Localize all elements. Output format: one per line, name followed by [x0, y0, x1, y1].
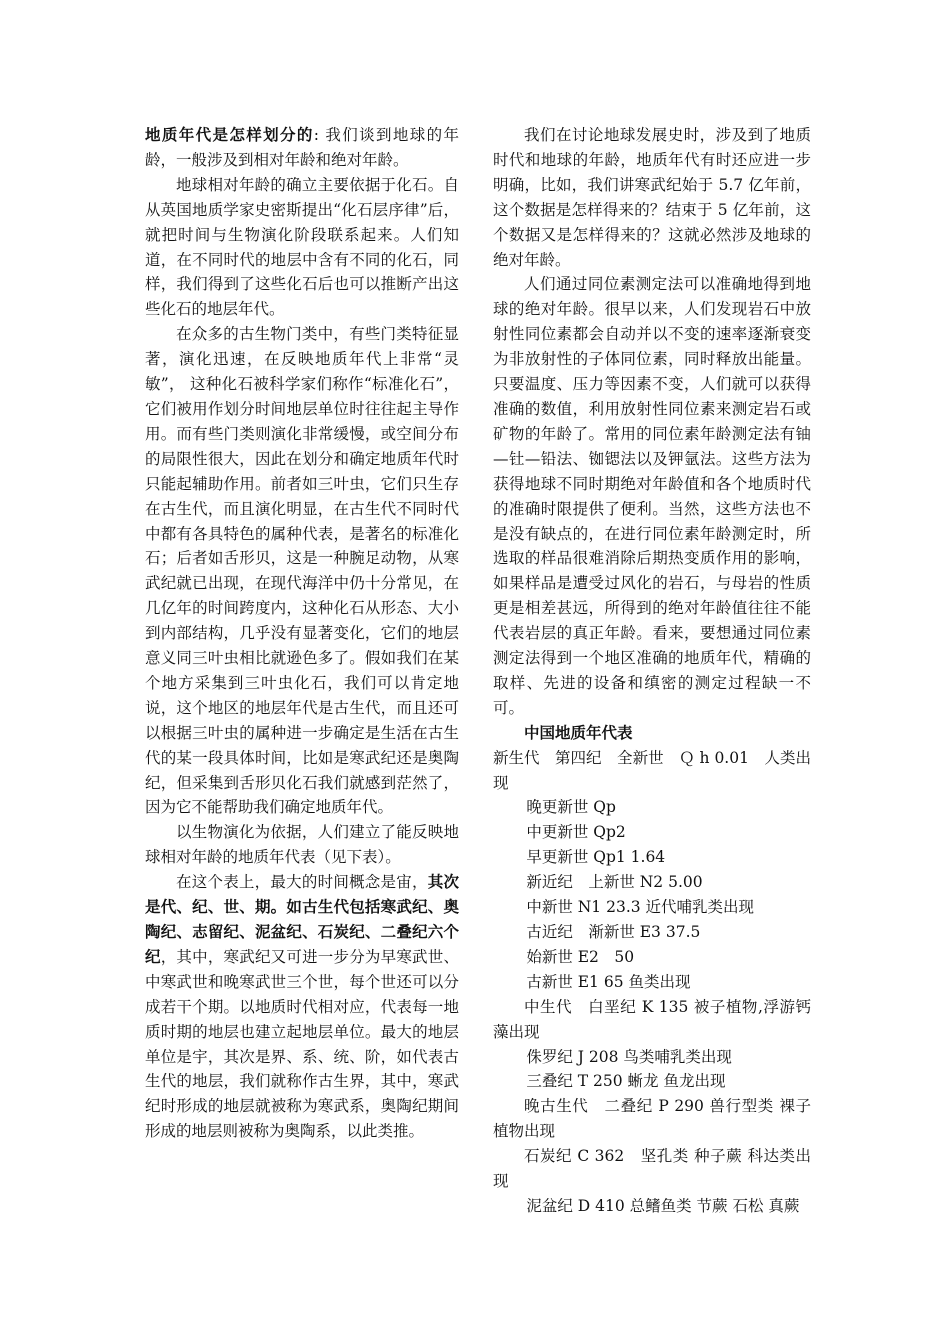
table-row: 中生代 白垩纪 K 135 被子植物,浮游钙藻出现 [493, 997, 811, 1041]
table-title: 中国地质年代表 [524, 722, 633, 742]
relative-age-paragraph: 地球相对年龄的确立主要依据于化石。自从英国地质学家史密斯提出“化石层序律”后，就把时间与生物演化阶段联系起来。人们知道，在不同时代的地层中含有不同的化石，同样，我们得到了这些化石后也可以推断产出这些化石的地层年代。 [145, 175, 459, 319]
table-row: 早更新世 Qp1 1.64 [526, 848, 666, 867]
table-row: 泥盆纪 D 410 总鳍鱼类 节蕨 石松 真蕨 [526, 1196, 800, 1215]
table-row: 始新世 E2 50 [526, 947, 635, 966]
left-column [145, 123, 459, 1144]
table-row: 侏罗纪 J 208 鸟类哺乳类出现 [526, 1047, 732, 1066]
table-row: 晚古生代 二叠纪 P 290 兽行型类 裸子植物出现 [493, 1097, 811, 1141]
table-row: 古新世 E1 65 鱼类出现 [526, 972, 691, 991]
fossil-paragraph: 在众多的古生物门类中，有些门类特征显著，演化迅速，在反映地质年代上非常“灵敏”， 这种化石被科学家们称作“标准化石”，它们被用作划分时间地层单位时往往起主导作用。而有些门类则演化非常缓慢，或空间分布的局限性很大，因此在划分和确定地质年代时只能起辅助作用。前者如三叶虫，它们只生存在古生代，而且演化明显，在古生代不同时代中都有各具特色的属种代表，是著名的标准化石；后者如舌形贝，这是一种腕足动物，从寒武纪就已出现，在现代海洋中仍十分常见，在几亿年的时间跨度内，这种化石从形态、大小到内部结构，几乎没有显著变化，它们的地层意义同三叶虫相比就逊色多了。假如我们在某个地方采集到三叶虫化石，我们可以肯定地说，这个地区的地层年代是古生代，而且还可以根据三叶虫的属种进一步确定是生活在古生代的某一段具体时间，比如是寒武纪还是奥陶纪，但采集到舌形贝化石我们就感到茫然了，因为它不能帮助我们确定地质年代。 [145, 325, 459, 817]
table-row: 新近纪 上新世 N2 5.00 [526, 873, 703, 892]
section-title: 地质年代是怎样划分的 [145, 125, 314, 144]
timescale-paragraph: 以生物演化为依据，人们建立了能反映地球相对年龄的地质年代表（见下表）。 [145, 823, 459, 867]
table-row: 古近纪 渐新世 E3 37.5 [526, 923, 701, 941]
table-row: 石炭纪 C 362 坚孔类 种子蕨 科达类出现 [493, 1147, 811, 1191]
table-row: 新生代 第四纪 全新世 Ｑ h 0.01 人类出现 [493, 748, 811, 792]
intro-paragraph [145, 123, 459, 173]
table-row: 中新世 N1 23.3 近代哺乳类出现 [526, 898, 755, 917]
units-intro: 在这个表上，最大的时间概念是宙， [176, 873, 428, 892]
table-row: 三叠纪 T 250 蜥龙 鱼龙出现 [526, 1072, 726, 1091]
isotope-paragraph: 人们通过同位素测定法可以准确地得到地球的绝对年龄。很早以来，人们发现岩石中放射性同位素都会自动并以不变的速率逐渐衰变为非放射性的子体同位素，同时释放出能量。只要温度、压力等因素不变，人们就可以获得准确的数值，利用放射性同位素来测定岩石或矿物的年龄了。常用的同位素年龄测定法有铀—钍—铅法、铷锶法以及钾氩法。这些方法为获得地球不同时期绝对年龄值和各个地质时代的准确时限提供了便利。当然，这些方法也不是没有缺点的，在进行同位素年龄测定时，所选取的样品很难消除后期热变质作用的影响，如果样品是遭受过风化的岩石，与母岩的性质更是相差甚远，所得到的绝对年龄值往往不能代表岩层的真正年龄。看来，要想通过同位素测定法得到一个地区准确的地质年代，精确的取样、先进的设备和缜密的测定过程缺一不可。 [493, 275, 811, 717]
units-paragraph [145, 870, 459, 1144]
intro-text: : 我们谈到地球的年龄，一般涉及到相对年龄和绝对年龄。 [145, 126, 459, 169]
right-column [493, 123, 811, 1219]
table-row: 晚更新世 Qp [526, 798, 616, 817]
history-paragraph: 我们在讨论地球发展史时，涉及到了地质时代和地球的年龄，地质年代有时还应进一步明确，比如，我们讲寒武纪始于 5.7 亿年前，这个数据是怎样得来的？结束于 5 亿年前，这个数据又是怎样得来的？这就必然涉及地球的绝对年龄。 [493, 126, 811, 269]
units-bold: 其次是代、纪、世、期。如古生代包括寒武纪、奥陶纪、志留纪、泥盆纪、石炭纪、二叠纪六个纪 [145, 872, 459, 966]
units-rest: ，其中，寒武纪又可进一步分为早寒武世、中寒武世和晚寒武世三个世，每个世还可以分成若干个期。以地质时代相对应，代表每一地质时期的地层也建立起地层单位。最大的地层单位是宇，其次是界、系、统、阶，如代表古生代的地层，我们就称作古生界，其中，寒武纪时形成的地层就被称为寒武系，奥陶纪期间形成的地层则被称为奥陶系，以此类推。 [145, 947, 459, 1141]
table-row: 中更新世 Qp2 [526, 823, 626, 842]
